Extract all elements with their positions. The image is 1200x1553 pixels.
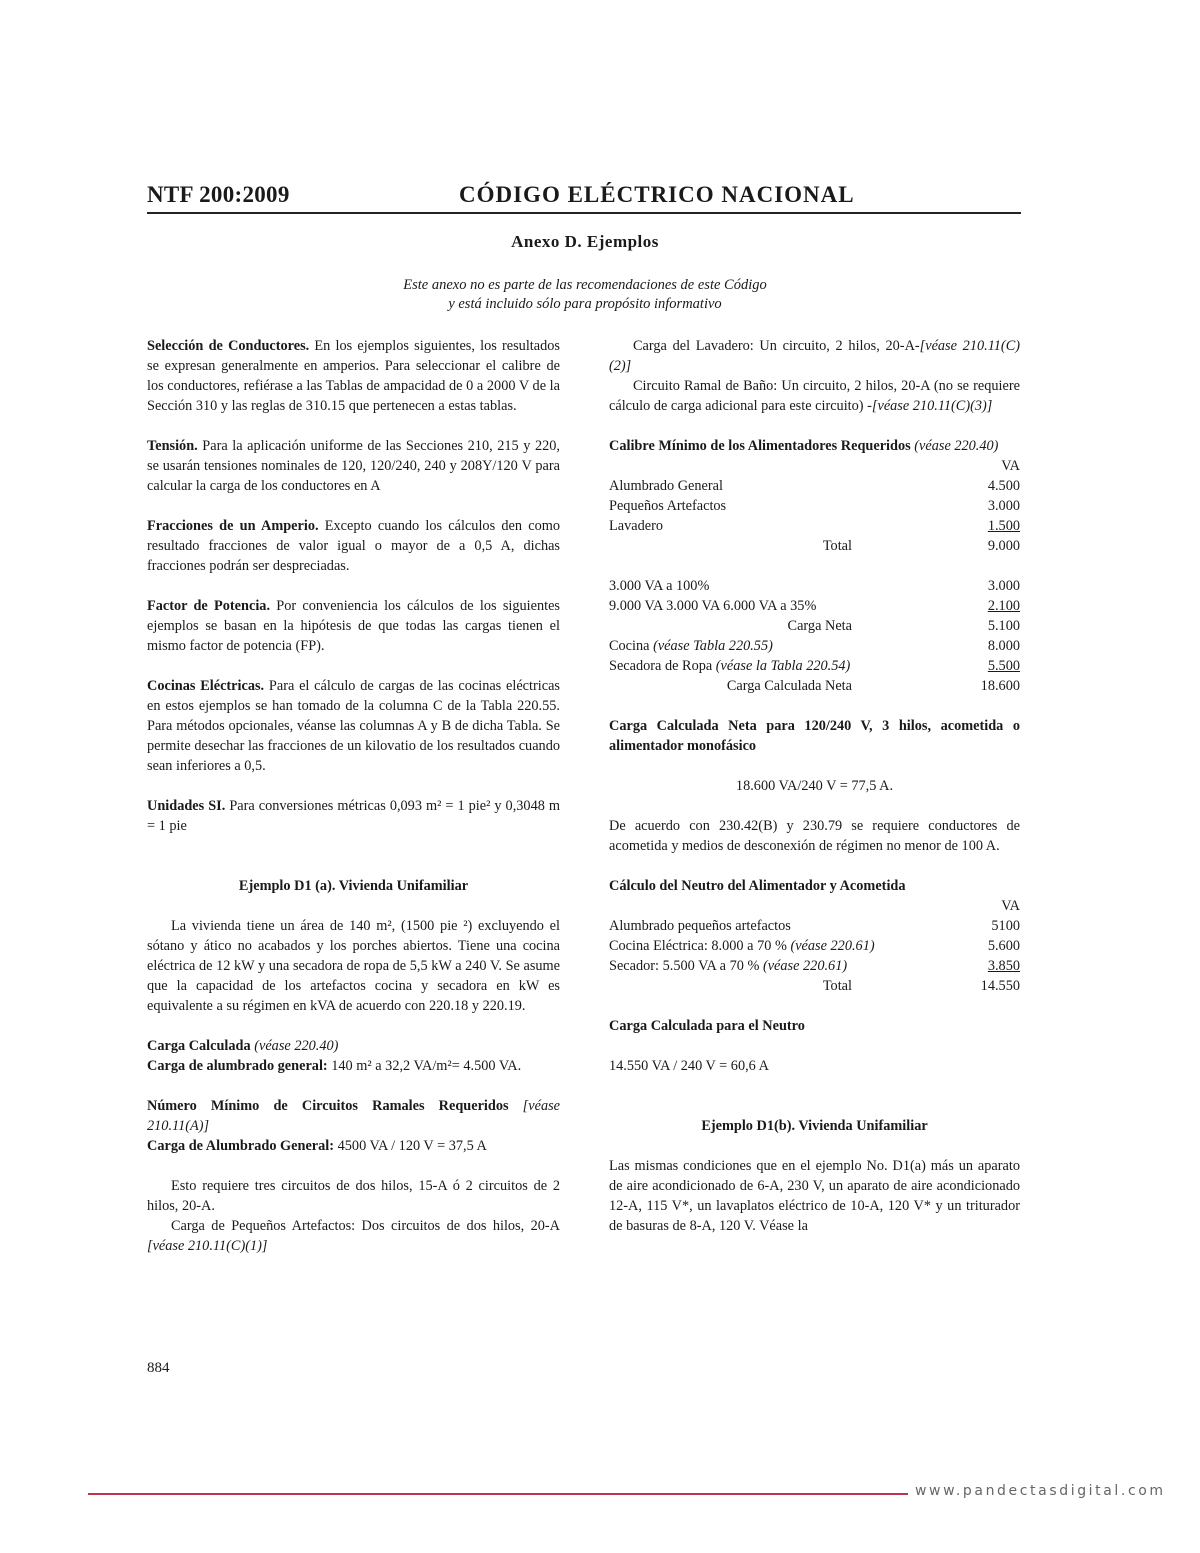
table-row: [609, 936, 1020, 956]
small-appliance-text: Carga de Pequeños Artefactos: Dos circuitos de dos hilos, 20-A: [171, 1218, 560, 1234]
table-row: [609, 496, 1020, 516]
table-row: [609, 596, 1020, 616]
table-row: [609, 476, 1020, 496]
row-value: 1.500: [987, 518, 1020, 534]
row-label: Pequeños Artefactos: [609, 498, 727, 514]
table-row: [609, 616, 1020, 636]
annex-note-line2: y está incluido sólo para propósito informativo: [448, 296, 722, 312]
footer-rule: [88, 1493, 908, 1495]
si-units-paragraph: [147, 796, 560, 836]
example-d1a-title: Ejemplo D1 (a). Vivienda Unifamiliar: [238, 878, 469, 894]
bathroom-paragraph: [609, 376, 1020, 416]
neutral-calc-heading: Cálculo del Neutro del Alimentador y Acometida: [609, 878, 906, 894]
calculated-load-ref: (véase 220.40): [250, 1038, 339, 1054]
lighting-load-heading: Carga de Alumbrado General:: [147, 1138, 335, 1154]
row-label: 3.000 VA a 100%: [609, 578, 710, 594]
power-factor-heading: Factor de Potencia.: [147, 598, 271, 614]
row-label: Alumbrado pequeños artefactos: [609, 918, 791, 934]
net-load-value: 5.100: [987, 618, 1020, 634]
row-label: [609, 956, 950, 976]
table-row: [609, 976, 1020, 996]
net-load-table: [609, 576, 1020, 696]
power-factor-paragraph: [147, 596, 560, 656]
conductor-selection-text: En los ejemplos siguientes, los resultados se expresan generalmente en amperios. Para seleccionar el calibre de los conductores, refiérase a las Tablas de ampacidad de 0 a 2000 V de la Sección 310 y las reglas de 310.15 que pertenecen a estas tablas.: [147, 338, 560, 414]
table-row: [609, 456, 1020, 476]
table-row: [609, 636, 1020, 656]
small-appliance-paragraph: [147, 1216, 560, 1256]
right-column: [609, 336, 1020, 1236]
row-label: [609, 636, 950, 656]
dryer-label: Secadora de Ropa: [609, 658, 716, 674]
annex-note-line1: Este anexo no es parte de las recomendaciones de este Código: [403, 277, 767, 293]
calculated-load-heading: [147, 1036, 560, 1056]
general-lighting-heading: Carga de alumbrado general:: [147, 1058, 328, 1074]
ranges-paragraph: [147, 676, 560, 776]
total-value: 14.550: [980, 978, 1020, 994]
row-label: Alumbrado General: [609, 478, 723, 494]
table-row: [609, 916, 1020, 936]
voltage-text: Para la aplicación uniforme de las Secciones 210, 215 y 220, se usarán tensiones nominales de 120, 120/240, 240 y 208Y/120 V para calcular la carga de los conductores en A: [147, 438, 560, 494]
row-value: 4.500: [987, 478, 1020, 494]
net-load-240-heading: Carga Calculada Neta para 120/240 V, 3 hilos, acometida o alimentador monofásico: [609, 718, 1020, 754]
conductor-selection-paragraph: [147, 336, 560, 416]
range-label: Cocina: [609, 638, 654, 654]
range-neutral-label: Cocina Eléctrica: 8.000 a 70 %: [609, 938, 791, 954]
general-lighting-text: 140 m² a 32,2 VA/m²= 4.500 VA.: [327, 1058, 522, 1074]
feeder-size-ref: (véase 220.40): [910, 438, 999, 454]
service-conductors-text: De acuerdo con 230.42(B) y 230.79 se requiere conductores de acometida y medios de desconexión de régimen no menor de 100 A.: [609, 818, 1020, 854]
example-d1b-title: Ejemplo D1(b). Vivienda Unifamiliar: [701, 1118, 928, 1134]
table-row: [609, 516, 1020, 536]
ampere-fractions-text: Excepto cuando los cálculos den como resultado fracciones de valor igual o mayor de a 0,5 A, dichas fracciones podrán ser despreciadas.: [147, 518, 560, 574]
page-header: [147, 178, 1021, 214]
row-value: 2.100: [987, 598, 1020, 614]
feeder-size-paragraph: [609, 436, 1020, 456]
si-units-text: Para conversiones métricas 0,093 m² = 1 pie² y 0,3048 m = 1 pie: [147, 798, 560, 834]
neutral-load-table: [609, 896, 1020, 996]
table-row: [609, 656, 1020, 676]
row-label: Lavadero: [609, 518, 663, 534]
ampere-fractions-paragraph: [147, 516, 560, 576]
total-label: Total: [822, 538, 852, 554]
laundry-paragraph: [609, 336, 1020, 376]
table-row: [609, 896, 1020, 916]
page-number: 884: [147, 1360, 170, 1376]
dryer-neutral-ref: (véase 220.61): [762, 958, 848, 974]
lighting-load-text: 4500 VA / 120 V = 37,5 A: [334, 1138, 487, 1154]
voltage-paragraph: [147, 436, 560, 496]
calculated-load-label: Carga Calculada: [147, 1038, 251, 1054]
total-label: Carga Calculada Neta: [726, 678, 852, 694]
row-label: [609, 936, 950, 956]
min-branch-circuits-heading: Número Mínimo de Circuitos Ramales Requeridos: [147, 1098, 509, 1114]
neutral-load-heading: Carga Calculada para el Neutro: [609, 1018, 805, 1034]
row-label: [609, 656, 950, 676]
feeder-size-heading: Calibre Mínimo de los Alimentadores Requeridos: [609, 438, 911, 454]
general-lighting-paragraph: [147, 1056, 560, 1076]
table-row: [609, 536, 1020, 556]
laundry-ref: [véase 210.11(C)(2)]: [609, 338, 1020, 374]
neutral-load-formula: 14.550 VA / 240 V = 60,6 A: [609, 1058, 769, 1074]
va-header: VA: [1001, 898, 1020, 914]
footer-url: www.pandectasdigital.com: [915, 1483, 1166, 1499]
va-header: VA: [1001, 458, 1020, 474]
power-factor-text: Por conveniencia los cálculos de los siguientes ejemplos se basan en la hipótesis de que todas las cargas tienen el mismo factor de potencia (FP).: [147, 598, 560, 654]
voltage-heading: Tensión.: [147, 438, 198, 454]
min-branch-circuits-paragraph: [147, 1096, 560, 1136]
bathroom-ref: [véase 210.11(C)(3)]: [871, 398, 993, 414]
standard-number: NTF 200:2009: [147, 182, 290, 207]
row-value: 5.500: [987, 658, 1020, 674]
feeder-load-table: [609, 456, 1020, 556]
si-units-heading: Unidades SI.: [147, 798, 226, 814]
laundry-text: Carga del Lavadero: Un circuito, 2 hilos, 20-A-: [633, 338, 920, 354]
row-value: 5.600: [987, 938, 1020, 954]
conductor-selection-heading: Selección de Conductores.: [147, 338, 310, 354]
bathroom-text: Circuito Ramal de Baño: Un circuito, 2 hilos, 20-A (no se requiere cálculo de carga adicional para este circuito) -: [609, 378, 1020, 414]
annex-title: Anexo D. Ejemplos: [511, 232, 659, 251]
range-ref: (véase Tabla 220.55): [653, 638, 773, 654]
net-load-formula: 18.600 VA/240 V = 77,5 A.: [735, 778, 894, 794]
ampere-fractions-heading: Fracciones de un Amperio.: [147, 518, 319, 534]
total-value: 18.600: [980, 678, 1020, 694]
row-value: 3.000: [987, 578, 1020, 594]
table-row: [609, 676, 1020, 696]
dryer-neutral-label: Secador: 5.500 VA a 70 %: [609, 958, 763, 974]
example-d1b-text: Las mismas condiciones que en el ejemplo No. D1(a) más un aparato de aire acondicionado de 6-A, 230 V, un aparato de aire acondicionado 12-A, 115 V*, un lavaplatos eléctrico de 10-A, 120 V* y un triturador de basuras de 8-A, 120 V. Véase la: [609, 1158, 1020, 1234]
row-value: 3.850: [987, 958, 1020, 974]
row-value: 8.000: [987, 638, 1020, 654]
example-d1a-text: La vivienda tiene un área de 140 m², (1500 pie ²) excluyendo el sótano y ático no acabados y los porches abiertos. Tiene una cocina eléctrica de 12 kW y una secadora de ropa de 5,5 kW a 240 V. Se asume que la capacidad de los artefactos cocina y secadora en kW es equivalente a su régimen en kVA de acuerdo con 220.18 y 220.19.: [147, 918, 560, 1014]
lighting-load-paragraph: [147, 1136, 560, 1156]
min-branch-circuits-ref: [véase 210.11(A)]: [147, 1098, 560, 1134]
annex-note: [0, 276, 1170, 314]
table-row: [609, 956, 1020, 976]
net-load-label: Carga Neta: [787, 618, 852, 634]
dryer-ref: (véase la Tabla 220.54): [715, 658, 851, 674]
row-label: 9.000 VA 3.000 VA 6.000 VA a 35%: [609, 598, 817, 614]
table-row: [609, 576, 1020, 596]
circuits-required-text: Esto requiere tres circuitos de dos hilos, 15-A ó 2 circuitos de 2 hilos, 20-A.: [147, 1178, 560, 1214]
code-title: CÓDIGO ELÉCTRICO NACIONAL: [459, 182, 855, 207]
row-value: 3.000: [987, 498, 1020, 514]
row-value: 5100: [991, 918, 1020, 934]
ranges-text: Para el cálculo de cargas de las cocinas eléctricas en estos ejemplos se han tomado de la columna C de la Tabla 220.55. Para métodos opcionales, véanse las columnas A y B de dicha Tabla. Se permite desechar las fracciones de un kilovatio de los resultados cuando sean inferiores a 0,5.: [147, 678, 560, 774]
small-appliance-ref: [véase 210.11(C)(1)]: [147, 1238, 268, 1254]
range-neutral-ref: (véase 220.61): [790, 938, 875, 954]
left-column: [147, 336, 560, 1256]
total-value: 9.000: [987, 538, 1020, 554]
total-label: Total: [822, 978, 852, 994]
ranges-heading: Cocinas Eléctricas.: [147, 678, 265, 694]
